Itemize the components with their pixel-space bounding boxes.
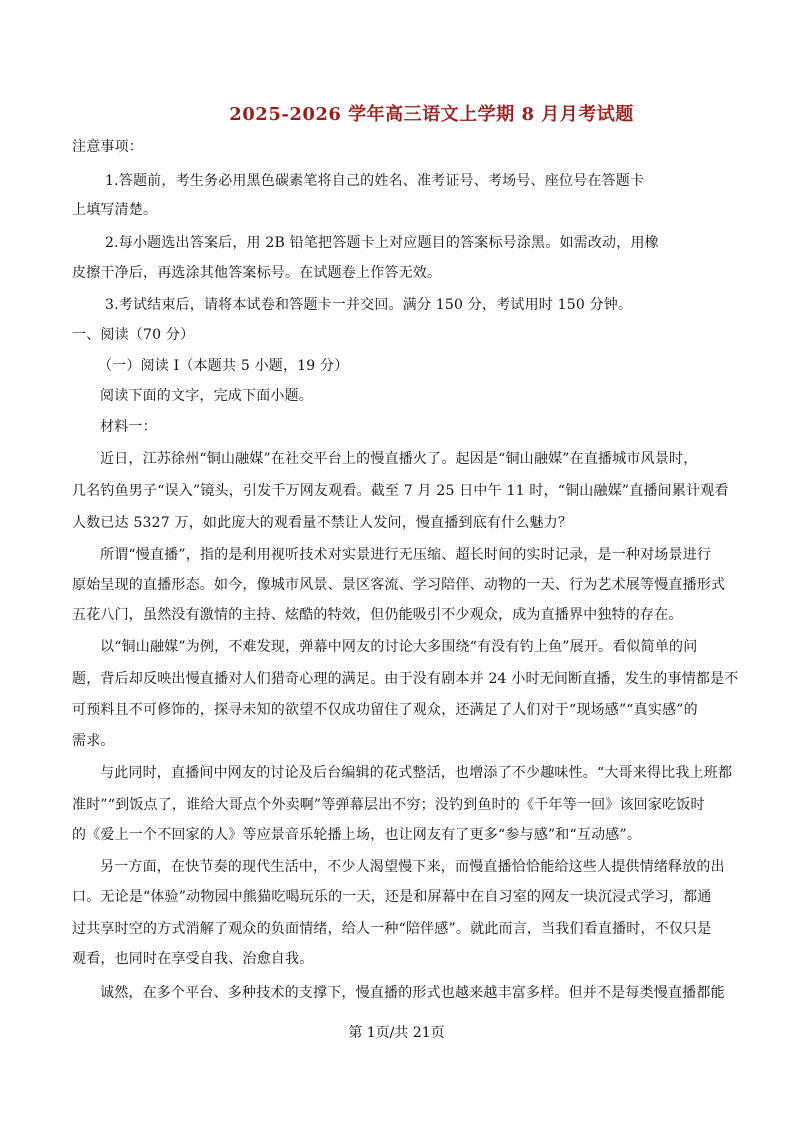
body-line: 以“铜山融媒”为例，不难发现，弹幕中网友的讨论大多围绕“有没有钓上鱼”展开。看似简单的问 [100,639,698,655]
body-line: 诚然，在多个平台、多种技术的支撑下，慢直播的形式也越来越丰富多样。但并不是每类慢直播都能 [100,985,725,1001]
body-line: 口。无论是“体验”动物园中熊猫吃喝玩乐的一天，还是和屏幕中在自习室的网友一块沉浸式学习，都通 [72,889,712,905]
instruction: 阅读下面的文字，完成下面小题。 [100,388,313,404]
exam-title: 2025-2026 学年高三语文上学期 8 月月考试题 [229,104,634,125]
body-line: 与此同时，直播间中网友的讨论及后台编辑的花式整活，也增添了不少趣味性。“大哥来得比我上班都 [100,765,733,781]
note-1-line-2: 上填写清楚。 [72,202,158,218]
page-footer: 第 1页/共 21页 [348,1025,445,1041]
note-1-line-1: 1.答题前，考生务必用黑色碳素笔将自己的姓名、准考证号、考场号、座位号在答题卡 [105,173,645,189]
body-line: 需求。 [72,733,115,749]
body-line: 准时”“到饭点了，谁给大哥点个外卖啊”等弹幕层出不穷；没钓到鱼时的《千年等一回》该回家吃饭时 [72,797,705,813]
note-2-line-2: 皮擦干净后，再选涂其他答案标号。在试题卷上作答无效。 [72,265,442,281]
note-3-line-1: 3.考试结束后，请将本试卷和答题卡一并交回。满分 150 分，考试用时 150 分钟。 [105,297,633,313]
notice-heading: 注意事项： [72,139,143,155]
body-line: 所谓“慢直播”，指的是利用视听技术对实景进行无压缩、超长时间的实时记录，是一种对场景进行 [100,547,712,563]
body-line: 可预料且不可修饰的，探寻未知的欲望不仅成功留住了观众，还满足了人们对于“现场感”“真实感”的 [72,702,698,718]
material-label: 材料一： [100,419,157,435]
body-line: 题，背后却反映出慢直播对人们猎奇心理的满足。由于没有剧本并 24 小时无间断直播，发生的事情都是不 [72,671,739,687]
body-line: 另一方面，在快节奏的现代生活中，不少人渴望慢下来，而慢直播恰恰能给这些人提供情绪释放的出 [100,859,725,875]
body-line: 原始呈现的直播形态。如今，像城市风景、景区客流、学习陪伴、动物的一天、行为艺术展等慢直播形式 [72,577,726,593]
section-heading: 一、阅读（70 分） [72,327,195,343]
body-line: 几名钓鱼男子“误入”镜头，引发千万网友观看。截至 7 月 25 日中午 11 时，“铜山融媒”直播间累计观看 [72,483,729,499]
body-line: 近日，江苏徐州“铜山融媒”在社交平台上的慢直播火了。起因是“铜山融媒”在直播城市风景时， [100,451,698,467]
body-line: 人数已达 5327 万，如此庞大的观看量不禁让人发问，慢直播到底有什么魅力？ [72,515,573,531]
note-2-line-1: 2.每小题选出答案后，用 2B 铅笔把答题卡上对应题目的答案标号涂黑。如需改动，用橡 [105,235,659,251]
subsection-heading: （一）阅读 I（本题共 5 小题，19 分） [98,358,349,374]
body-line: 过共享时空的方式消解了观众的负面情绪，给人一种“陪伴感”。就此而言，当我们看直播时，不仅只是 [72,921,712,937]
body-line: 的《爱上一个不回家的人》等应景音乐轮播上场，也让网友有了更多“参与感”和“互动感”。 [72,827,642,843]
body-line: 五花八门，虽然没有激情的主持、炫酷的特效，但仍能吸引不少观众，成为直播界中独特的存在。 [72,607,683,623]
body-line: 观看，也同时在享受自我、治愈自我。 [72,951,314,967]
